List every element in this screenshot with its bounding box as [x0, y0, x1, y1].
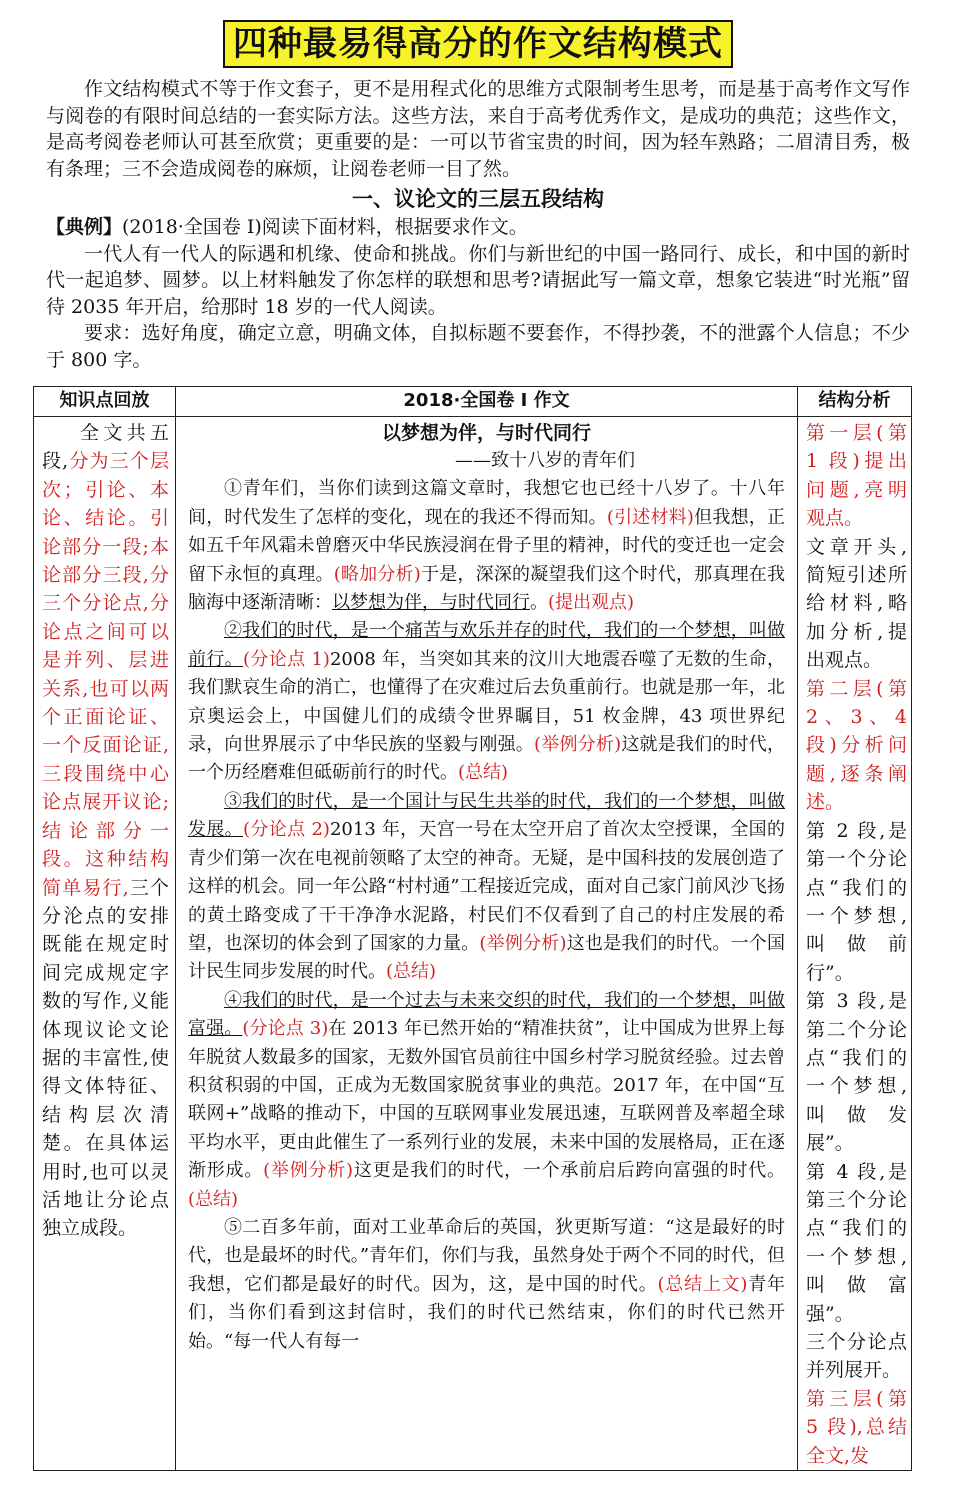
- example-material: 一代人有一代人的际遇和机缘、使命和挑战。你们与新世纪的中国一路同行、成长，和中国的新时代一起追梦、圆梦。以上材料触发了你怎样的联想和思考?请据此写一篇文章，想象它装进“时光瓶”留待 2035 年开启，给那时 18 岁的一代人阅读。: [46, 242, 910, 318]
- knowledge-highlight: 分为三个层次；引论、本论、结论。引论部分一段;本论部分三段,分三个分论点,分论点之间可以是并列、层进关系,也可以两个正面论证、一个反面论证,三段围绕中心论点展开议论;结论部分一段。这种结构简单易行,: [42, 450, 169, 899]
- sub-point-1: ②我们的时代，是一个痛苦与欢乐并存的时代，我们的一个梦想，叫做前行。: [188, 620, 785, 670]
- header-knowledge: 知识点回放: [34, 387, 176, 417]
- note-sub-point-1: (分论点 1): [243, 648, 330, 670]
- note-summary-2: (总结): [386, 961, 437, 983]
- knowledge-column: [34, 417, 176, 1471]
- sub-point-2: ③我们的时代，是一个国计与民生共举的时代，我们的一个梦想，叫做发展。: [188, 790, 785, 841]
- analysis-table: [33, 386, 912, 1471]
- title-wrap: [0, 0, 956, 70]
- note-example-2: (举例分析): [479, 932, 567, 954]
- example-tag: 【典例】: [46, 216, 123, 238]
- note-analysis: (略加分析): [333, 563, 421, 585]
- note-thesis: (提出观点): [548, 592, 635, 614]
- example-lead: [46, 214, 910, 241]
- essay-paragraph-2: ②我们的时代，是一个痛苦与欢乐并存的时代，我们的一个梦想，叫做前行。(分论点 1)2008 年，当突如其来的汶川大地震吞噬了无数的生命，我们默哀生命的消亡，也懂得了在灾难过后去负重前行。也就是那一年，北京奥运会上，中国健儿们的成绩令世界瞩目，51 枚金牌，43 项世界纪录，向世界展示了中华民族的坚毅与刚强。(举例分析)这就是我们的时代，一个历经磨难但砥砺前行的时代。(总结): [188, 620, 786, 784]
- knowledge-text: 全文共五段,分为三个层次；引论、本论、结论。引论部分一段;本论部分三段,分三个分论点,分论点之间可以是并列、层进关系,也可以两个正面论证、一个反面论证,三段围绕中心论点展开议论;结论部分一段。这种结构简单易行,三个分沦点的安排既能在规定时间完成规定字数的写作,义能体现议论文论据的丰富性,使得文体特征、结构层次清楚。在具体运用时,也可以灵活地让分论点独立成段。: [42, 422, 169, 1240]
- layer-1: 第一层(第 1 段)提出问题,亮明观点。: [806, 422, 907, 530]
- layer-3: 第三层(第 5 段),总结全文,发: [806, 1387, 907, 1467]
- note-example-3: (举例分析): [263, 1160, 354, 1182]
- thesis: 以梦想为伴，与时代同行: [332, 592, 530, 614]
- example-requirement: 要求：选好角度，确定立意，明确文体，自拟标题不要套作，不得抄袭，不的泄露个人信息；不少于 800 字。: [46, 322, 910, 371]
- layer-2: 第二层(第 2、3、4 段)分析问题,逐条阐述。: [806, 677, 907, 814]
- essay-paragraph-5: ⑤二百多年前，面对工业革命后的英国，狄更斯写道：“这是最好的时代，也是最坏的时代。”青年们，你们与我，虽然身处于两个不同的时代，但我想，它们都是最好的时代。因为，这，是中国的时代。(总结上文)青年们，当你们看到这封信时，我们的时代已然结束，你们的时代已然开始。“每一代人有每一: [188, 1216, 786, 1352]
- note-summary-1: (总结): [458, 762, 509, 784]
- para-2-note: 第 2 段,是第一个分论点“我们的一个梦想,叫做前行”。: [806, 819, 907, 984]
- parallel-note: 三个分论点并列展开。: [806, 1331, 907, 1382]
- para-3-note: 第 3 段,是第二个分论点“我们的一个梦想,叫做发展”。: [806, 990, 907, 1155]
- layer-1-note: 文章开头,简短引述所给材料,略加分析,提出观点。: [806, 535, 907, 672]
- page-title: 四种最易得高分的作文结构模式: [223, 20, 733, 68]
- essay-title: 以梦想为伴，与时代同行: [381, 422, 591, 444]
- note-conclusion: (总结上文): [657, 1273, 748, 1295]
- note-sub-point-2: (分论点 2): [243, 819, 330, 841]
- header-structure: 结构分析: [798, 387, 912, 417]
- intro-paragraph: 作文结构模式不等于作文套子，更不是用程式化的思维方式限制考生思考，而是基于高考作文写作与阅卷的有限时间总结的一套实际方法。这些方法，来自于高考优秀作文，是成功的典范；这些作文，是高考阅卷老师认可甚至欣赏；更重要的是：一可以节省宝贵的时间，因为轻车熟路；二眉清目秀，极有条理；三不会造成阅卷的麻烦，让阅卷老师一目了然。: [46, 78, 910, 180]
- example-lead-text: (2018·全国卷 I)阅读下面材料，根据要求作文。: [122, 216, 528, 238]
- section-title: 一、议论文的三层五段结构: [352, 187, 604, 211]
- essay-subtitle: ——致十八岁的青年们: [455, 450, 635, 471]
- header-essay: 2018·全国卷 I 作文: [176, 387, 798, 417]
- note-example-1: (举例分析): [534, 734, 622, 756]
- essay-column: [176, 417, 798, 1471]
- essay-paragraph-3: ③我们的时代，是一个国计与民生共举的时代，我们的一个梦想，叫做发展。(分论点 2)2013 年，天宫一号在太空开启了首次太空授课，全国的青少们第一次在电视前领略了太空的神奇。无疑，是中国科技的发展创造了这样的机会。同一年公路“村村通”工程接近完成，面对自己家门前风沙飞扬的黄土路变成了干干净净水泥路，村民们不仅看到了自己的村庄发展的希望，也深切的体会到了国家的力量。(举例分析)这也是我们的时代。一个国计民生同步发展的时代。(总结): [188, 790, 786, 983]
- note-summary-3: (总结): [188, 1188, 239, 1210]
- note-sub-point-3: (分论点 3): [242, 1018, 329, 1040]
- sub-point-3: ④我们的时代，是一个过去与未来交织的时代，我们的一个梦想，叫做富强。: [188, 989, 785, 1040]
- essay-paragraph-1: ①青年们，当你们读到这篇文章时，我想它也已经十八岁了。十八年间，时代发生了怎样的变化，现在的我还不得而知。(引述材料)但我想，正如五千年风霜未曾磨灭中华民族浸润在骨子里的精神，时代的变迁也一定会留下永恒的真理。(略加分析)于是，深深的凝望我们这个时代，那真理在我脑海中逐渐清晰：以梦想为伴，与时代同行。(提出观点): [188, 478, 786, 614]
- structure-column: [798, 417, 912, 1471]
- para-4-note: 第 4 段,是第三个分论点“我们的一个梦想,叫做富强”。: [806, 1160, 907, 1325]
- essay-paragraph-4: ④我们的时代，是一个过去与未来交织的时代，我们的一个梦想，叫做富强。(分论点 3)在 2013 年已然开始的“精准扶贫”，让中国成为世界上每年脱贫人数最多的国家，无数外国官员前往中国乡村学习脱贫经验。过去曾积贫积弱的中国，正成为无数国家脱贫事业的典范。2017 年，在中国“互联网+”战略的推动下，中国的互联网事业发展迅速，互联网普及率超全球平均水平，更由此催生了一系列行业的发展，未来中国的发展格局，正在逐渐形成。(举例分析)这更是我们的时代，一个承前启后跨向富强的时代。(总结): [188, 989, 786, 1210]
- note-quote-material: (引述材料): [606, 506, 694, 528]
